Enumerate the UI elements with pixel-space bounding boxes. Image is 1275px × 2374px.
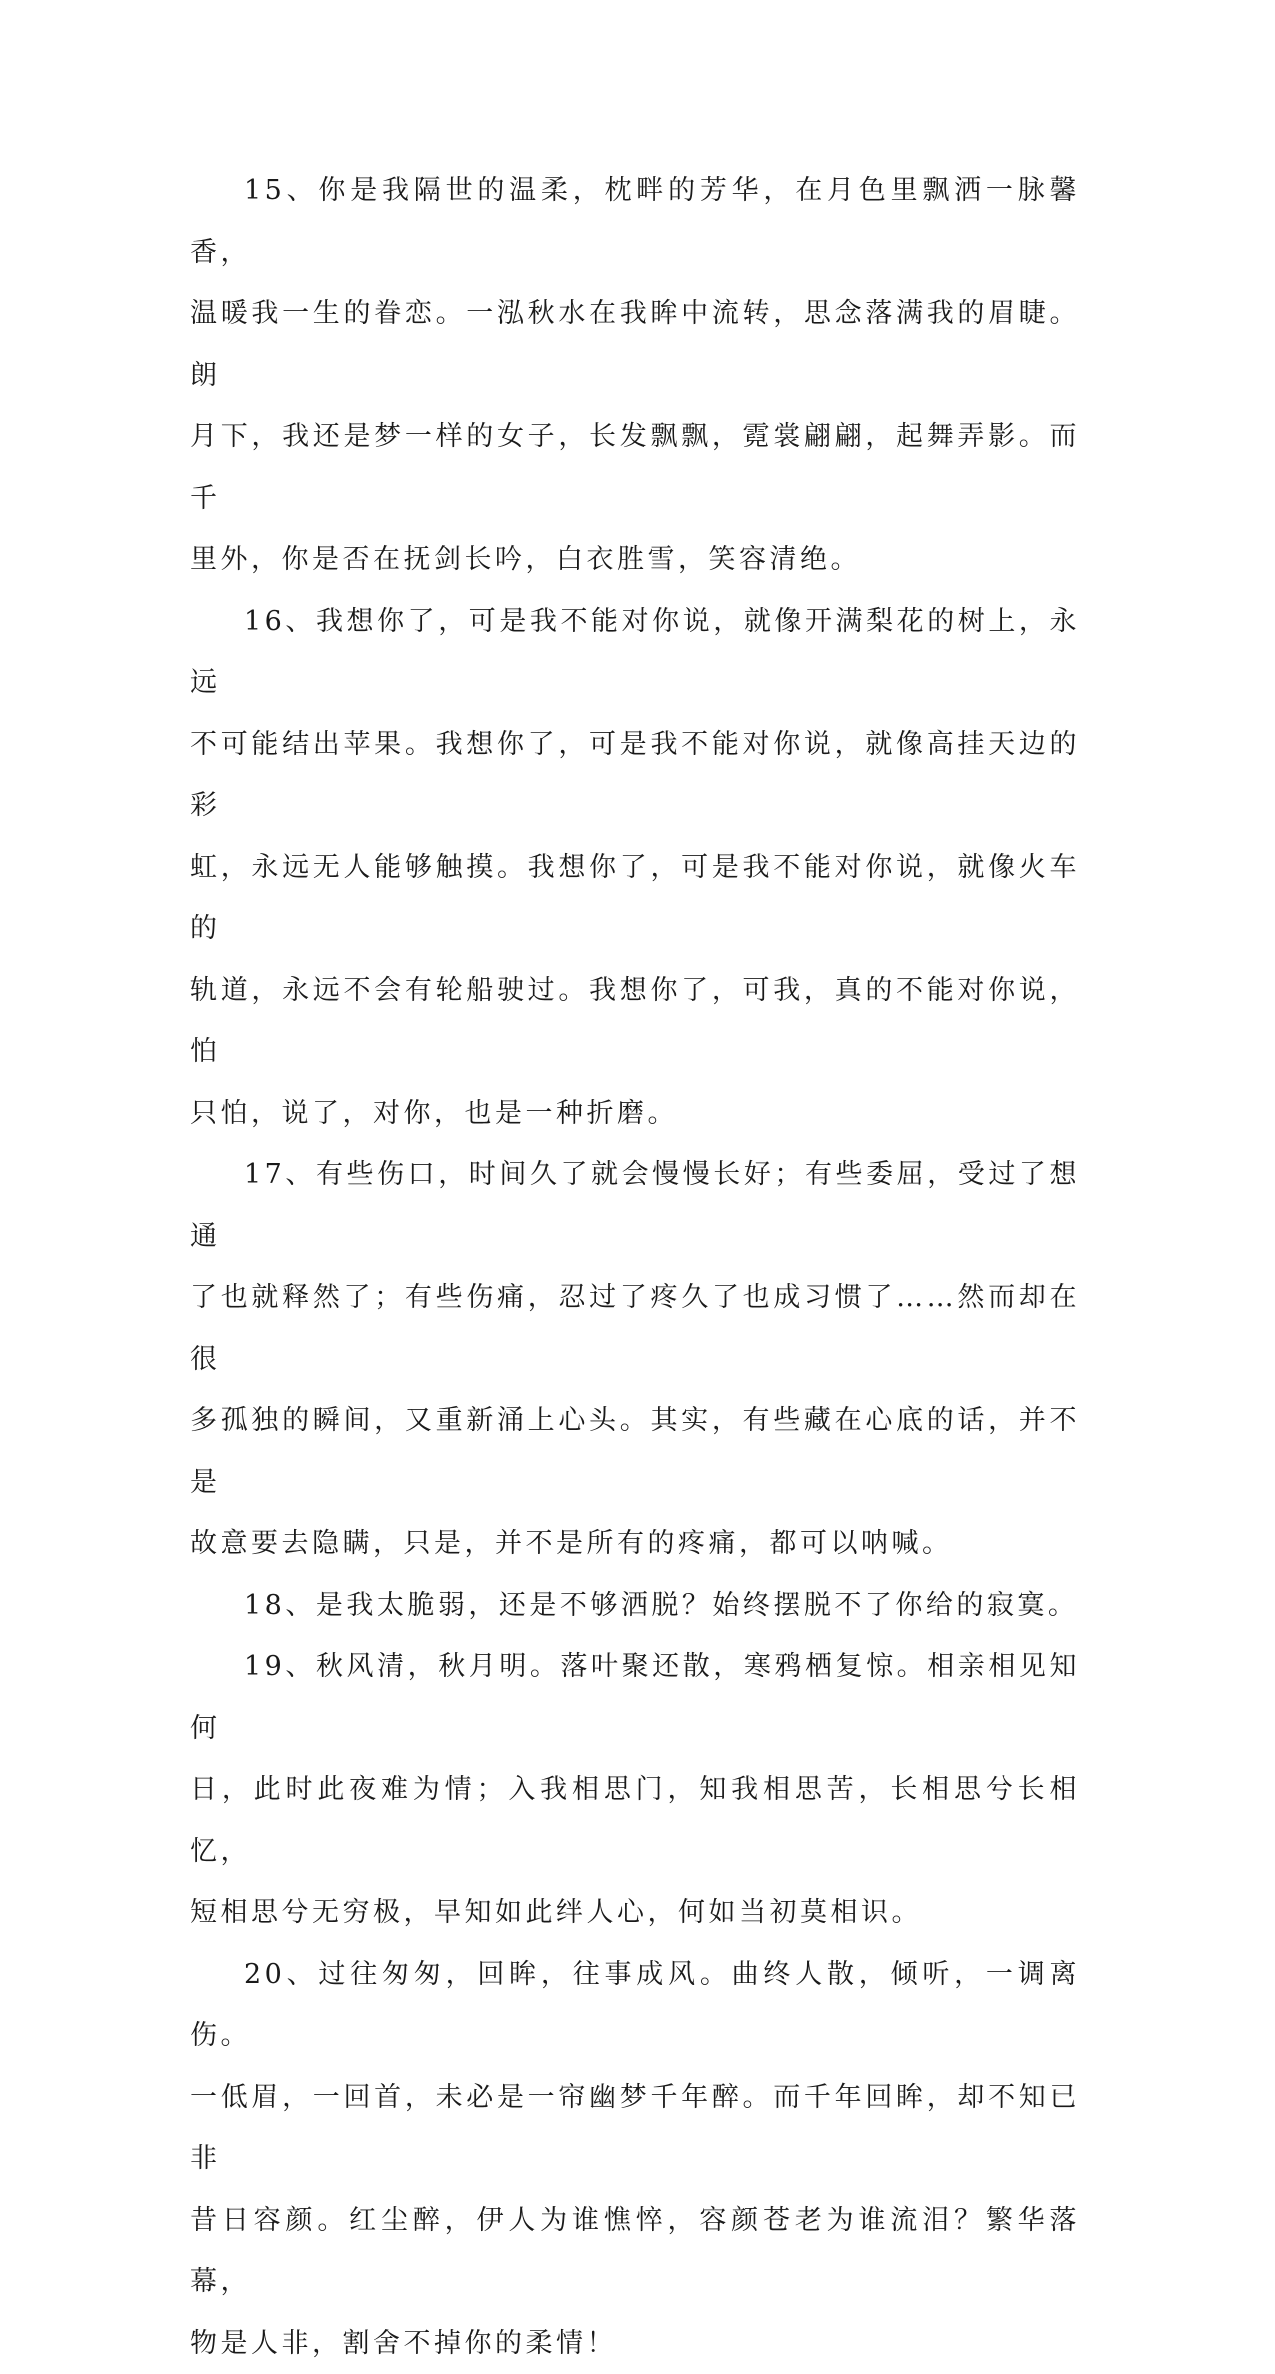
document-body bbox=[190, 160, 1080, 2374]
paragraph-18: 18、是我太脆弱，还是不够洒脱？始终摆脱不了你给的寂寞。 bbox=[190, 1575, 1080, 1637]
paragraph-17: 17、有些伤口，时间久了就会慢慢长好；有些委屈，受过了想通 了也就释然了；有些伤痛，忍过了疼久了也成习惯了……然而却在很 多孤独的瞬间，又重新涌上心头。其实，有些藏在心底的话，并不是 故意要去隐瞒，只是，并不是所有的疼痛，都可以呐喊。 bbox=[190, 1144, 1080, 1575]
paragraph-16: 16、我想你了，可是我不能对你说，就像开满梨花的树上，永远 不可能结出苹果。我想你了，可是我不能对你说，就像高挂天边的彩 虹，永远无人能够触摸。我想你了，可是我不能对你说，就像火车的 轨道，永远不会有轮船驶过。我想你了，可我，真的不能对你说，怕 只怕，说了，对你，也是一种折磨。 bbox=[190, 591, 1080, 1145]
paragraph-20: 20、过往匆匆，回眸，往事成风。曲终人散，倾听，一调离伤。 一低眉，一回首，未必是一帘幽梦千年醉。而千年回眸，却不知已非 昔日容颜。红尘醉，伊人为谁憔悴，容颜苍老为谁流泪？繁华落幕， 物是人非，割舍不掉你的柔情！ bbox=[190, 1944, 1080, 2374]
paragraph-19: 19、秋风清，秋月明。落叶聚还散，寒鸦栖复惊。相亲相见知何 日，此时此夜难为情；入我相思门，知我相思苦，长相思兮长相忆， 短相思兮无穷极，早知如此绊人心，何如当初莫相识。 bbox=[190, 1636, 1080, 1944]
paragraph-15: 15、你是我隔世的温柔，枕畔的芳华，在月色里飘洒一脉馨香， 温暖我一生的眷恋。一泓秋水在我眸中流转，思念落满我的眉睫。朗 月下，我还是梦一样的女子，长发飘飘，霓裳翩翩，起舞弄影。而千 里外，你是否在抚剑长吟，白衣胜雪，笑容清绝。 bbox=[190, 160, 1080, 591]
